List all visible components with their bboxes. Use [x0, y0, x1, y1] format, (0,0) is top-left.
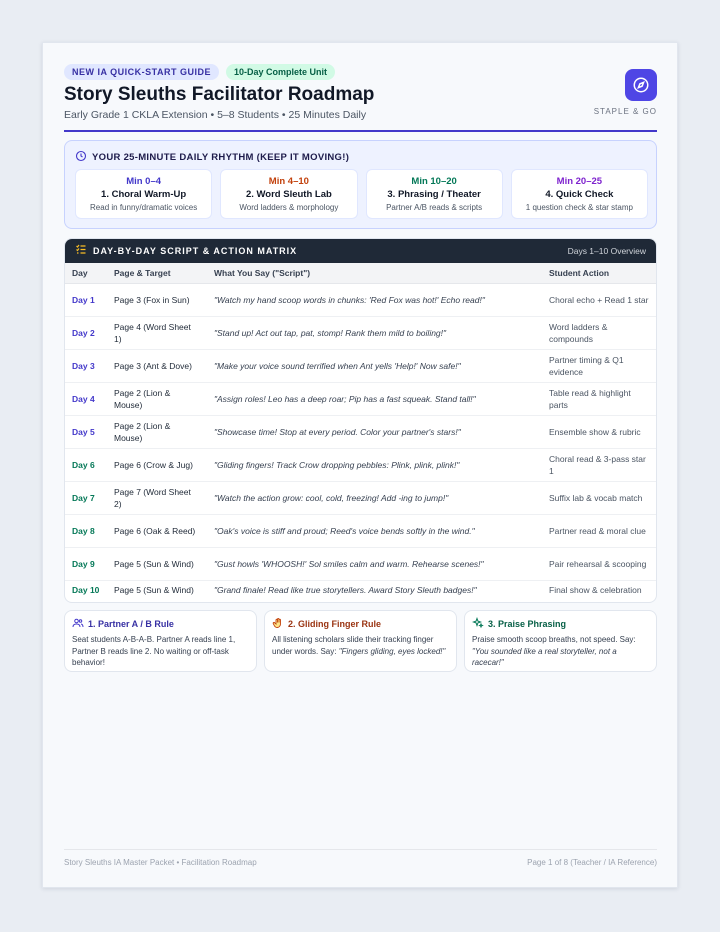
- day-cell: Day 10: [72, 585, 100, 596]
- table-row: [65, 448, 656, 481]
- day-cell: Day 2: [65, 316, 107, 349]
- footer-page-number: Page 1 of 8 (Teacher / IA Reference): [527, 858, 657, 867]
- day-cell: Day 3: [65, 349, 107, 382]
- action-cell: Word ladders & compounds: [542, 316, 656, 349]
- script-cell: "Watch my hand scoop words in chunks: 'Red Fox was hot!' Echo read!": [207, 283, 542, 316]
- rule-heading: [72, 617, 249, 631]
- action-cell: Final show & celebration: [549, 585, 642, 596]
- rhythm-steps: [75, 169, 648, 219]
- rule-title: 1. Partner A / B Rule: [88, 619, 174, 629]
- table-row: [65, 547, 656, 580]
- hand-icon: [272, 617, 284, 631]
- table-row: [65, 580, 656, 600]
- day-cell: Day 9: [65, 547, 107, 580]
- rule-card-partner: [64, 610, 257, 672]
- step-desc: Word ladders & morphology: [239, 203, 339, 212]
- step-time: Min 4–10: [268, 176, 309, 187]
- clock-icon: [75, 150, 87, 165]
- rhythm-step: [366, 169, 503, 219]
- rule-text: Seat students A-B-A-B. Partner A reads line 1, Partner B reads line 2. No waiting or off-task behavior!: [72, 635, 236, 667]
- rhythm-heading-text: YOUR 25-MINUTE DAILY RHYTHM (KEEP IT MOVING!): [92, 152, 350, 163]
- rhythm-heading: [75, 150, 349, 165]
- script-cell: "Oak's voice is stiff and proud; Reed's voice bends softly in the wind.": [207, 514, 542, 547]
- matrix-table: [65, 263, 656, 600]
- people-icon: [72, 617, 84, 631]
- footer: [64, 849, 657, 867]
- rule-title: 3. Praise Phrasing: [488, 619, 567, 629]
- footer-left: Story Sleuths IA Master Packet • Facilitation Roadmap: [64, 858, 257, 867]
- guide-badge: NEW IA QUICK-START GUIDE: [64, 64, 219, 80]
- day-cell: Day 6: [65, 448, 107, 481]
- step-name: 4. Quick Check: [545, 189, 614, 200]
- step-desc: 1 question check & star stamp: [525, 203, 633, 212]
- rule-text: All listening scholars slide their tracking finger under words. Say:: [272, 635, 434, 656]
- logo-caption: STAPLE & GO: [593, 107, 657, 116]
- matrix-header: [65, 239, 656, 263]
- rhythm-step: [75, 169, 212, 219]
- daily-rhythm-panel: [64, 140, 657, 229]
- step-time: Min 0–4: [126, 176, 162, 187]
- matrix-overview: Days 1–10 Overview: [567, 246, 646, 256]
- checklist-icon: [75, 242, 87, 260]
- rule-title: 2. Gliding Finger Rule: [288, 619, 382, 629]
- page-cell: Page 2 (Lion & Mouse): [107, 415, 207, 448]
- page-cell: Page 5 (Sun & Wind): [107, 547, 207, 580]
- rhythm-step: [511, 169, 648, 219]
- script-cell: "Gliding fingers! Track Crow dropping pebbles: Plink, plink, plink!": [207, 448, 542, 481]
- page-cell: Page 6 (Oak & Reed): [107, 514, 207, 547]
- table-row: [65, 415, 656, 448]
- page-cell: Page 6 (Crow & Jug): [107, 448, 207, 481]
- table-header-row: [65, 263, 656, 283]
- sparkles-icon: [472, 617, 484, 631]
- action-cell: Pair rehearsal & scooping: [542, 547, 656, 580]
- action-cell: Table read & highlight parts: [542, 382, 656, 415]
- script-cell: "Make your voice sound terrified when Ant yells 'Help!' Now safe!": [207, 349, 542, 382]
- day-cell: Day 8: [65, 514, 107, 547]
- action-cell: Partner read & moral clue: [542, 514, 656, 547]
- badge-row: [64, 64, 335, 80]
- page-cell: Page 5 (Sun & Wind): [114, 585, 194, 596]
- page-subtitle: Early Grade 1 CKLA Extension • 5–8 Students • 25 Minutes Daily: [64, 109, 367, 121]
- step-time: Min 20–25: [556, 176, 603, 187]
- page-cell: Page 2 (Lion & Mouse): [107, 382, 207, 415]
- rule-text: Praise smooth scoop breaths, not speed. Say:: [472, 635, 636, 644]
- action-cell: Ensemble show & rubric: [542, 415, 656, 448]
- script-cell: "Grand finale! Read like true storytellers. Award Story Sleuth badges!": [214, 585, 477, 596]
- page-title: Story Sleuths Facilitator Roadmap: [64, 84, 375, 105]
- rule-card-praise: [464, 610, 657, 672]
- column-header: Page & Target: [107, 263, 207, 283]
- compass-icon: [625, 69, 657, 101]
- matrix-title: DAY-BY-DAY SCRIPT & ACTION MATRIX: [93, 246, 298, 256]
- script-action-matrix: [64, 238, 657, 603]
- day-cell: Day 4: [65, 382, 107, 415]
- table-row: [65, 283, 656, 316]
- unit-badge: 10-Day Complete Unit: [226, 64, 335, 80]
- step-desc: Read in funny/dramatic voices: [90, 203, 198, 212]
- step-name: 3. Phrasing / Theater: [387, 189, 481, 200]
- rule-body: [472, 634, 649, 669]
- rhythm-step: [220, 169, 357, 219]
- table-row: [65, 481, 656, 514]
- rule-body: [72, 634, 249, 669]
- step-name: 2. Word Sleuth Lab: [245, 189, 332, 200]
- rule-heading: [272, 617, 449, 631]
- day-cell: Day 7: [65, 481, 107, 514]
- action-cell: Choral echo + Read 1 star: [542, 283, 656, 316]
- script-cell: "Watch the action grow: cool, cold, freezing! Add -ing to jump!": [207, 481, 542, 514]
- table-row: [65, 316, 656, 349]
- column-header: Day: [65, 263, 107, 283]
- rule-quote: "Fingers gliding, eyes locked!": [338, 646, 446, 656]
- script-cell: "Stand up! Act out tap, pat, stomp! Rank them mild to boiling!": [207, 316, 542, 349]
- script-cell: "Showcase time! Stop at every period. Color your partner's stars!": [207, 415, 542, 448]
- page-cell: Page 3 (Fox in Sun): [107, 283, 207, 316]
- table-row: [65, 382, 656, 415]
- rule-card-finger: [264, 610, 457, 672]
- column-header: Student Action: [542, 263, 656, 283]
- step-desc: Partner A/B reads & scripts: [386, 203, 483, 212]
- action-cell: Partner timing & Q1 evidence: [542, 349, 656, 382]
- script-cell: "Gust howls 'WHOOSH!' Sol smiles calm and warm. Rehearse scenes!": [207, 547, 542, 580]
- action-cell: Suffix lab & vocab match: [542, 481, 656, 514]
- script-cell: "Assign roles! Leo has a deep roar; Pip has a fast squeak. Stand tall!": [207, 382, 542, 415]
- page-cell: Page 4 (Word Sheet 1): [107, 316, 207, 349]
- page-sheet: [42, 42, 678, 888]
- step-name: 1. Choral Warm-Up: [101, 189, 187, 200]
- column-header: What You Say ("Script"): [207, 263, 542, 283]
- table-row: [65, 514, 656, 547]
- rule-quote: "You sounded like a real storyteller, not a racecar!": [472, 646, 617, 667]
- step-time: Min 10–20: [411, 176, 457, 187]
- header: [64, 64, 657, 132]
- action-cell: Choral read & 3-pass star 1: [542, 448, 656, 481]
- page-cell: Page 7 (Word Sheet 2): [107, 481, 207, 514]
- table-row: [65, 349, 656, 382]
- day-cell: Day 5: [65, 415, 107, 448]
- rules-row: [64, 610, 657, 672]
- rule-body: [272, 634, 449, 657]
- day-cell: Day 1: [65, 283, 107, 316]
- page-cell: Page 3 (Ant & Dove): [107, 349, 207, 382]
- rule-heading: [472, 617, 649, 631]
